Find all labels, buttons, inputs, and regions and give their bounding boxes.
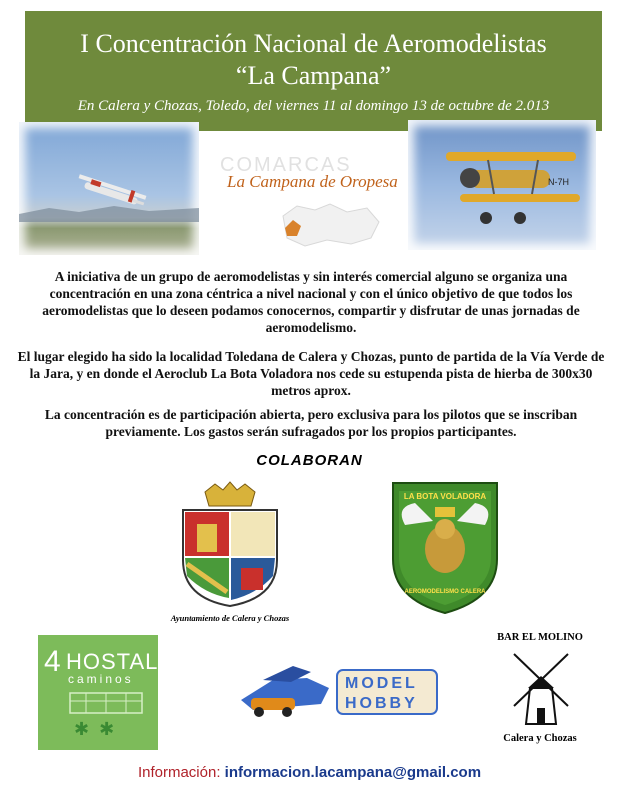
hostal-building-icon (66, 689, 146, 719)
bota-voladora-title: LA BOTA VOLADORA (403, 492, 487, 501)
event-title: I Concentración Nacional de Aeromodelistas (80, 29, 547, 58)
event-name: “La Campana” (235, 61, 392, 90)
hostal-stars: ✱✱ (74, 719, 125, 739)
comarcas-watermark: COMARCAS (220, 154, 352, 176)
coat-of-arms-icon (165, 480, 295, 610)
comarca-name: La Campana de Oropesa (227, 172, 398, 191)
plane-left-icon (19, 122, 199, 255)
ayuntamiento-caption: Ayuntamiento de Calera y Chozas (170, 613, 290, 623)
hostal-subtitle: caminos (68, 672, 134, 686)
club-shield-icon (385, 477, 505, 617)
bar-location: Calera y Chozas (503, 733, 577, 744)
comarca-map-icon (275, 198, 385, 250)
ayuntamiento-shield-logo (165, 480, 295, 610)
model-hobby-logo (233, 660, 443, 720)
title-banner (25, 11, 602, 131)
bota-voladora-logo (385, 477, 505, 617)
paragraph-participation: La concentración es de participación abierta, pero exclusiva para los pilotos que se inscriban previamente. Los gastos serán sufragados por los propios participantes. (44, 407, 578, 439)
biplane-icon (408, 120, 596, 250)
hobby-word: HOBBY (345, 695, 418, 712)
bar-name: BAR EL MOLINO (497, 632, 583, 643)
hostal-word: HOSTAL (66, 649, 159, 674)
event-subtitle: En Calera y Chozas, Toledo, del viernes 11 al domingo 13 de octubre de 2.013 (77, 98, 550, 114)
windmill-icon (508, 648, 574, 728)
paragraph-intro: A iniciativa de un grupo de aeromodelistas y sin interés comercial alguno se organiza una concentración en una zona céntrica a nivel nacional y con el único objetivo de que todos los aeromodelistas que lo deseen podamos conocernos, compartir y disfrutar de unas jornadas de aeromodelismo. (42, 269, 580, 335)
plane-registration: N-7H (548, 177, 570, 187)
contact-email-link[interactable]: informacion.lacampana@gmail.com (224, 764, 482, 781)
bota-voladora-subtitle: AEROMODELISMO CALERA (404, 589, 486, 595)
hostal-4-caminos-logo (38, 635, 158, 750)
model-hobby-icon (233, 660, 443, 720)
bar-el-molino-logo (470, 630, 610, 750)
hostal-number: 4 (44, 645, 61, 678)
contact-info (0, 764, 619, 781)
colaboran-heading: COLABORAN (256, 452, 363, 469)
comarca-logo (205, 150, 405, 255)
photo-biplane-right (408, 120, 596, 250)
paragraph-location: El lugar elegido ha sido la localidad Toledana de Calera y Chozas, punto de partida de la Vía Verde de la Jara, y en donde el Aeroclub La Bota Voladora nos cede su estupenda pista de hierba de 300x30 metros aprox. (17, 349, 605, 398)
model-word: MODEL (345, 675, 418, 692)
photo-model-plane-left (19, 122, 199, 255)
info-label: Información: (137, 764, 221, 781)
